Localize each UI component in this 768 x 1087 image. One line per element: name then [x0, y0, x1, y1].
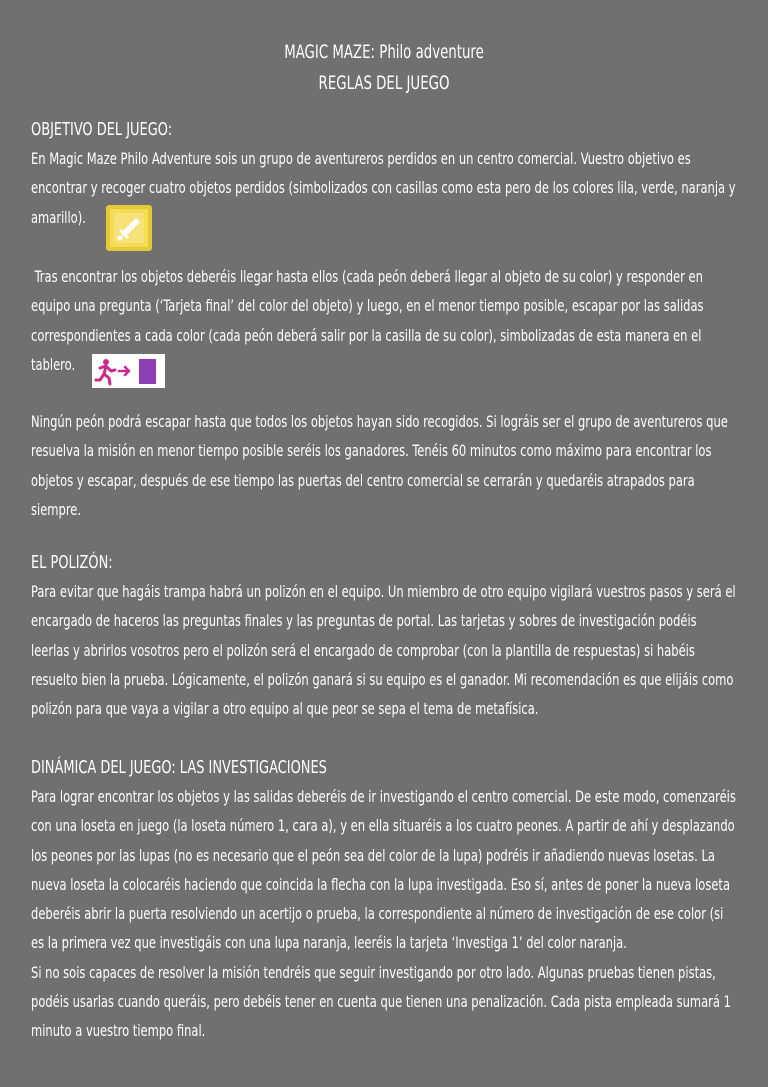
dinamica-heading: DINÁMICA DEL JUEGO: LAS INVESTIGACIONES [31, 757, 327, 778]
polizon-paragraph [31, 577, 735, 723]
text-line: En Magic Maze Philo Adventure sois un grupo de aventureros perdidos en un centro comercial. Vuestro objetivo es [31, 149, 691, 168]
text-line: deberéis abrir la puerta resolviendo un acertijo o prueba, la correspondiente al número de investigación de ese color (si [31, 904, 724, 924]
objetivo-heading: OBJETIVO DEL JUEGO: [31, 119, 173, 140]
text-line: resuelva la misión en menor tiempo posible seréis los ganadores. Tenéis 60 minutos como máximo para encontrar los [31, 441, 712, 461]
text-line: con una loseta en juego (la loseta número 1, cara a), y en ella situaréis a los cuatro peones. A partir de ahí y desplazando [31, 816, 735, 836]
objetivo-paragraph-3 [31, 407, 735, 524]
text-line: resuelto bien la prueba. Lógicamente, el polizón ganará si su equipo es el ganador. Mi recomendación es que elijáis como [31, 669, 734, 689]
text-line: Para evitar que hagáis trampa habrá un polizón en el equipo. Un miembro de otro equipo vigilará vuestros pasos y será el [31, 582, 736, 601]
polizon-section [31, 549, 735, 723]
polizon-heading: EL POLIZÓN: [31, 552, 113, 573]
text-line: Ningún peón podrá escapar hasta que todos los objetos hayan sido recogidos. Si lográis ser el grupo de aventureros que [31, 412, 728, 431]
dinamica-paragraph [31, 782, 735, 1046]
document-subtitle: REGLAS DEL JUEGO [318, 72, 450, 94]
text-line: Tras encontrar los objetos deberéis llegar hasta ellos (cada peón deberá llegar al objeto de su color) y responder en [31, 267, 703, 286]
text-line: objetos y escapar, después de ese tiempo las puertas del centro comercial se cerrarán y quedaréis atrapados para [31, 470, 695, 490]
text-line: amarillo). [31, 207, 86, 227]
text-line: podéis usarlas cuando queráis, pero debéis tener en cuenta que tienen una penalización. Cada pista empleada sumará 1 [31, 992, 731, 1012]
text-line: leerlas y abrirlos vosotros pero el polizón será el encargado de comprobar (con la plantilla de respuestas) si habéis [31, 640, 695, 660]
text-line: polizón para que vaya a vigilar a otro equipo al que peor se sepa el tema de metafísica. [31, 699, 539, 719]
text-line: tablero. [31, 354, 76, 374]
sword-item-icon [106, 205, 152, 251]
text-line: encontrar y recoger cuatro objetos perdidos (simbolizados con casillas como esta pero de los colores lila, verde, naranja y [31, 178, 736, 198]
text-line: minuto a vuestro tiempo final. [31, 1021, 206, 1041]
text-line: los peones por las lupas (no es necesario que el peón sea del color de la lupa) podréis ir añadiendo nuevas losetas. La [31, 845, 715, 865]
document-title: MAGIC MAZE: Philo adventure [284, 41, 484, 63]
running-exit-icon [92, 354, 165, 388]
text-line: es la primera vez que investigáis con una lupa naranja, leeréis la tarjeta ‘Investiga 1’ del color naranja. [31, 933, 627, 953]
text-line: equipo una pregunta (‘Tarjeta final’ del color del objeto) y luego, en el menor tiempo posible, escapar por las salidas [31, 296, 704, 316]
text-line: siempre. [31, 499, 82, 519]
text-line: Para lograr encontrar los objetos y las salidas deberéis de ir investigando el centro comercial. De este modo, comenzaréis [31, 787, 736, 806]
text-line: nueva loseta la colocaréis haciendo que coincida la flecha con la lupa investigada. Eso sí, antes de poner la nueva loseta [31, 874, 730, 894]
text-line: correspondientes a cada color (cada peón deberá salir por la casilla de su color), simbolizadas de esta manera en el [31, 325, 702, 345]
dinamica-section [31, 754, 735, 1046]
text-line: encargado de haceros las preguntas finales y las preguntas de portal. Las tarjetas y sobres de investigación podéis [31, 611, 697, 631]
text-line: Si no sois capaces de resolver la misión tendréis que seguir investigando por otro lado. Algunas pruebas tienen pistas, [31, 962, 716, 982]
